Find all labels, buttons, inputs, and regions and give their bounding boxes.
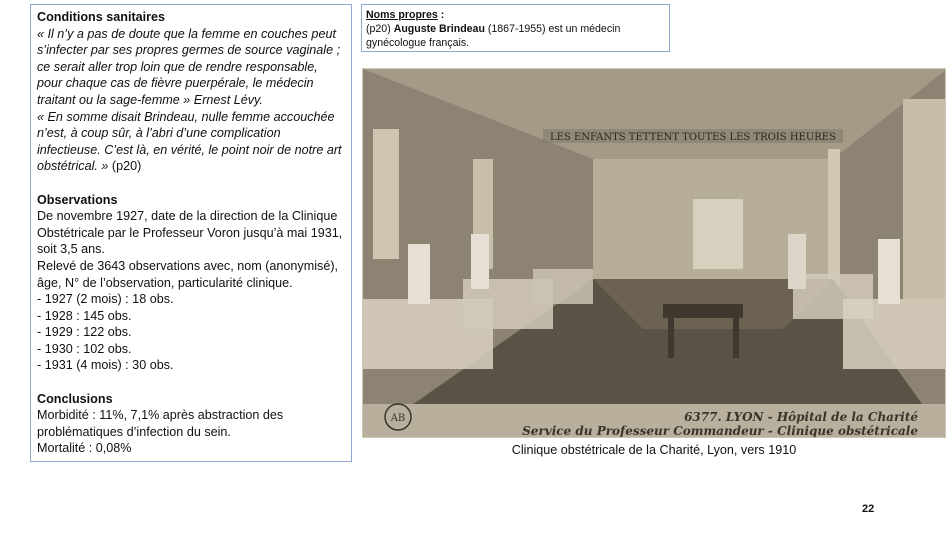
proper-names-line: gynécologue français.: [366, 37, 470, 49]
proper-names-colon: :: [437, 9, 445, 21]
postcard-subtitle: Service du Professeur Commandeur - Clinique obstétricale: [522, 424, 918, 438]
proper-names-title: Noms propres: [366, 9, 438, 21]
observations-line: âge, N° de l’observation, particularité clinique.: [37, 275, 293, 290]
ward-photo-illustration: [363, 69, 946, 438]
conclusions-line: problématiques d’infection du sein.: [37, 424, 231, 439]
quote-levy-line: « Il n’y a pas de doute que la femme en couches peut: [37, 26, 336, 41]
person-description: (1867-1955) est un médecin: [484, 23, 621, 35]
postcard-title: 6377. LYON - Hôpital de la Charité: [684, 410, 918, 424]
observations-title: Observations: [37, 192, 118, 207]
quote-levy-line: ce serait aller trop loin que de rendre responsable,: [37, 59, 318, 74]
spacer: [37, 175, 351, 192]
conclusions-line: Morbidité : 11%, 7,1% après abstraction des: [37, 408, 284, 423]
proper-names-note: [361, 4, 670, 52]
page-reference: (p20): [108, 159, 142, 174]
quote-brindeau-line: « En somme disait Brindeau, nulle femme accouchée: [37, 109, 335, 124]
quote-brindeau-end: obstétrical. »: [37, 159, 109, 174]
observations-line: De novembre 1927, date de la direction de la Clinique: [37, 209, 338, 224]
quote-levy-line: pour chaque cas de fièvre puerpérale, le médecin: [37, 76, 314, 91]
stats-item: - 1928 : 145 obs.: [37, 308, 132, 323]
stats-item: - 1930 : 102 obs.: [37, 341, 132, 356]
conditions-panel: [30, 4, 352, 462]
observations-line: Relevé de 3643 observations avec, nom (anonymisé),: [37, 258, 339, 273]
quote-levy-line: s’infecter par ses propres germes de source vaginale ;: [37, 43, 341, 58]
conclusions-title: Conclusions: [37, 391, 113, 406]
proper-names-heading: [366, 8, 665, 22]
publisher-logo-text: AB: [390, 413, 406, 424]
page-ref: (p20): [366, 23, 394, 35]
conclusions-line: Mortalité : 0,08%: [37, 441, 132, 456]
person-name: Auguste Brindeau: [393, 23, 485, 35]
quote-levy-line: traitant ou la sage-femme » Ernest Lévy.: [37, 92, 263, 107]
proper-names-line: [366, 22, 665, 36]
stats-item: - 1931 (4 mois) : 30 obs.: [37, 358, 174, 373]
quote-brindeau-last-line: [37, 158, 351, 175]
spacer: [37, 374, 351, 391]
stats-item: - 1927 (2 mois) : 18 obs.: [37, 292, 174, 307]
quote-brindeau-line: infectieuse. C’est là, en vérité, le point noir de notre art: [37, 142, 342, 157]
observations-line: Obstétricale par le Professeur Voron jusqu’à mai 1931,: [37, 225, 343, 240]
observations-line: soit 3,5 ans.: [37, 242, 105, 257]
photo-caption: Clinique obstétricale de la Charité, Lyon, vers 1910: [511, 443, 797, 457]
stats-item: - 1929 : 122 obs.: [37, 325, 132, 340]
conditions-title: Conditions sanitaires: [37, 10, 166, 24]
ward-banner: LES ENFANTS TETTENT TOUTES LES TROIS HEURES: [550, 132, 836, 143]
page-number: 22: [862, 503, 875, 515]
historic-ward-photo: [362, 68, 946, 438]
quote-brindeau-line: n’est, à coup sûr, à l’abri d’une complication: [37, 126, 281, 141]
